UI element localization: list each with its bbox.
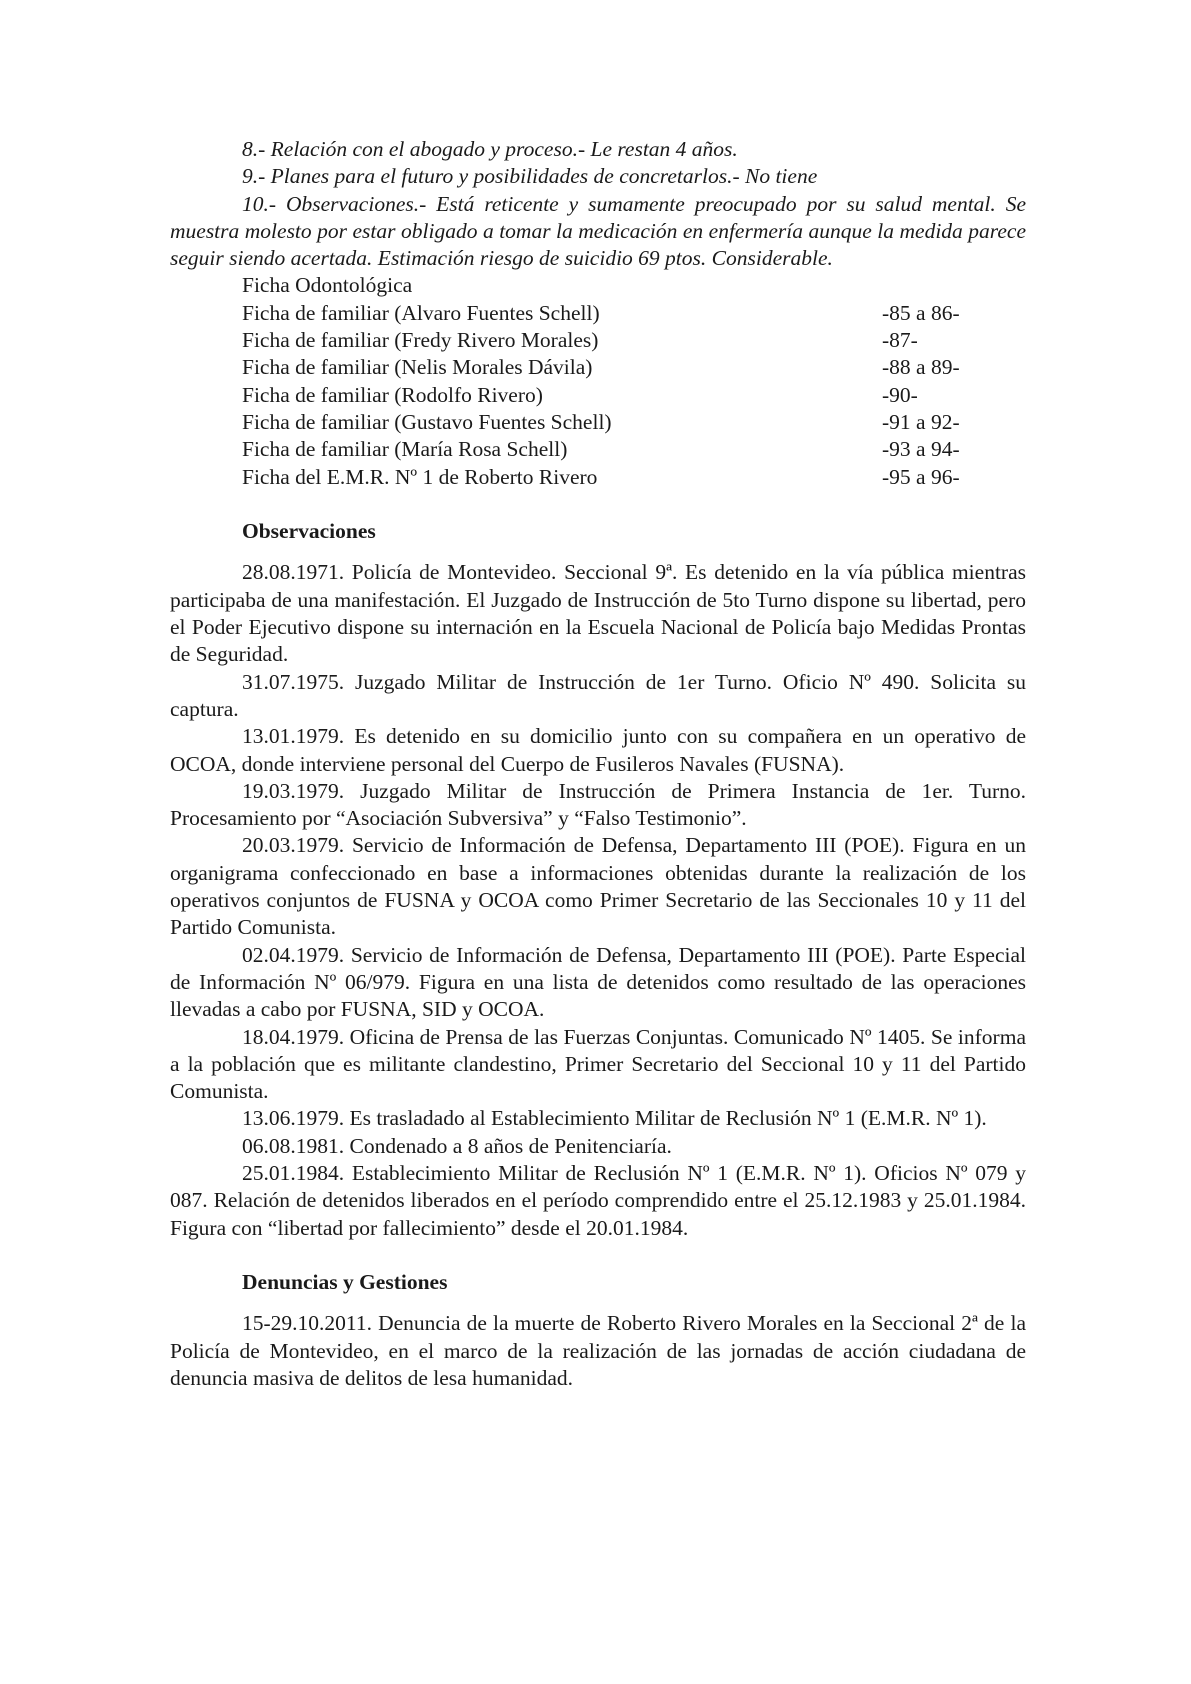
ficha-pages: -95 a 96- (882, 464, 960, 489)
observacion-entry: 20.03.1979. Servicio de Información de Defensa, Departamento III (POE). Figura en un organigrama confeccionado en base a informaciones obtenidas durante la realización de los operativos conjuntos de FUSNA y OCOA como Primer Secretario de las Seccionales 10 y 11 del Partido Comunista. (170, 833, 1026, 940)
observacion-entry: 28.08.1971. Policía de Montevideo. Seccional 9ª. Es detenido en la vía pública mientras participaba de una manifestación. El Juzgado de Instrucción de 5to Turno dispone su libertad, pero el Poder Ejecutivo dispone su internación en la Escuela Nacional de Policía bajo Medidas Prontas de Seguridad. (170, 560, 1026, 667)
observacion-entry: 18.04.1979. Oficina de Prensa de las Fuerzas Conjuntas. Comunicado Nº 1405. Se informa a la población que es militante clandestino, Primer Secretario del Seccional 10 y 11 del Partido Comunista. (170, 1024, 1026, 1104)
observacion-entry: 06.08.1981. Condenado a 8 años de Penitenciaría. (242, 1133, 672, 1158)
document-page (170, 136, 1026, 1392)
ficha-pages: -88 a 89- (882, 355, 960, 380)
ficha-pages: -90- (882, 382, 918, 407)
observacion-entry: 25.01.1984. Establecimiento Militar de Reclusión Nº 1 (E.M.R. Nº 1). Oficios Nº 079 y 087. Relación de detenidos liberados en el período comprendido entre el 25.12.1983 y 25.01.1984. Figura con “libertad por fallecimiento” desde el 20.01.1984. (170, 1160, 1026, 1240)
ficha-label: Ficha de familiar (Nelis Morales Dávila) (242, 355, 593, 380)
observacion-entry: 02.04.1979. Servicio de Información de Defensa, Departamento III (POE). Parte Especial de Información Nº 06/979. Figura en una lista de detenidos como resultado de las operaciones llevadas a cabo por FUSNA, SID y OCOA. (170, 942, 1026, 1022)
ficha-label: Ficha de familiar (Rodolfo Rivero) (242, 382, 543, 407)
observacion-entry: 13.06.1979. Es trasladado al Establecimiento Militar de Reclusión Nº 1 (E.M.R. Nº 1). (242, 1106, 987, 1131)
ficha-pages: -93 a 94- (882, 437, 960, 462)
ficha-row (170, 382, 1026, 409)
ficha-label: Ficha de familiar (Alvaro Fuentes Schell) (242, 300, 600, 325)
ficha-row (170, 354, 1026, 381)
observaciones-heading: Observaciones (242, 519, 376, 544)
ficha-odontologica: Ficha Odontológica (242, 273, 413, 298)
ficha-label: Ficha de familiar (María Rosa Schell) (242, 437, 568, 462)
ficha-label: Ficha de familiar (Gustavo Fuentes Schell) (242, 409, 612, 434)
observacion-entry: 31.07.1975. Juzgado Militar de Instrucción de 1er Turno. Oficio Nº 490. Solicita su captura. (170, 669, 1026, 721)
item-9-text: 9.- Planes para el futuro y posibilidades de concretarlos.- No tiene (242, 164, 818, 189)
ficha-pages: -91 a 92- (882, 409, 960, 434)
ficha-row (170, 436, 1026, 463)
item-10-text: 10.- Observaciones.- Está reticente y sumamente preocupado por su salud mental. Se muestra molesto por estar obligado a tomar la medicación en enfermería aunque la medida parece seguir siendo acertada. Estimación riesgo de suicidio 69 ptos. Considerable. (170, 191, 1026, 271)
ficha-label: Ficha del E.M.R. Nº 1 de Roberto Rivero (242, 464, 598, 489)
ficha-row (170, 300, 1026, 327)
observacion-entry: 13.01.1979. Es detenido en su domicilio junto con su compañera en un operativo de OCOA, donde interviene personal del Cuerpo de Fusileros Navales (FUSNA). (170, 724, 1026, 776)
denuncias-heading: Denuncias y Gestiones (242, 1270, 448, 1295)
ficha-pages: -85 a 86- (882, 300, 960, 325)
ficha-label: Ficha de familiar (Fredy Rivero Morales) (242, 328, 599, 353)
item-8-text: 8.- Relación con el abogado y proceso.- Le restan 4 años. (242, 137, 738, 161)
ficha-pages: -87- (882, 328, 918, 353)
ficha-row (170, 327, 1026, 354)
observacion-entry: 19.03.1979. Juzgado Militar de Instrucción de Primera Instancia de 1er. Turno. Procesamiento por “Asociación Subversiva” y “Falso Testimonio”. (170, 778, 1026, 831)
ficha-row (170, 464, 1026, 491)
denuncia-entry: 15-29.10.2011. Denuncia de la muerte de Roberto Rivero Morales en la Seccional 2ª de la Policía de Montevideo, en el marco de la realización de las jornadas de acción ciudadana de denuncia masiva de delitos de lesa humanidad. (170, 1311, 1026, 1391)
ficha-list (170, 300, 1026, 491)
ficha-row (170, 409, 1026, 436)
